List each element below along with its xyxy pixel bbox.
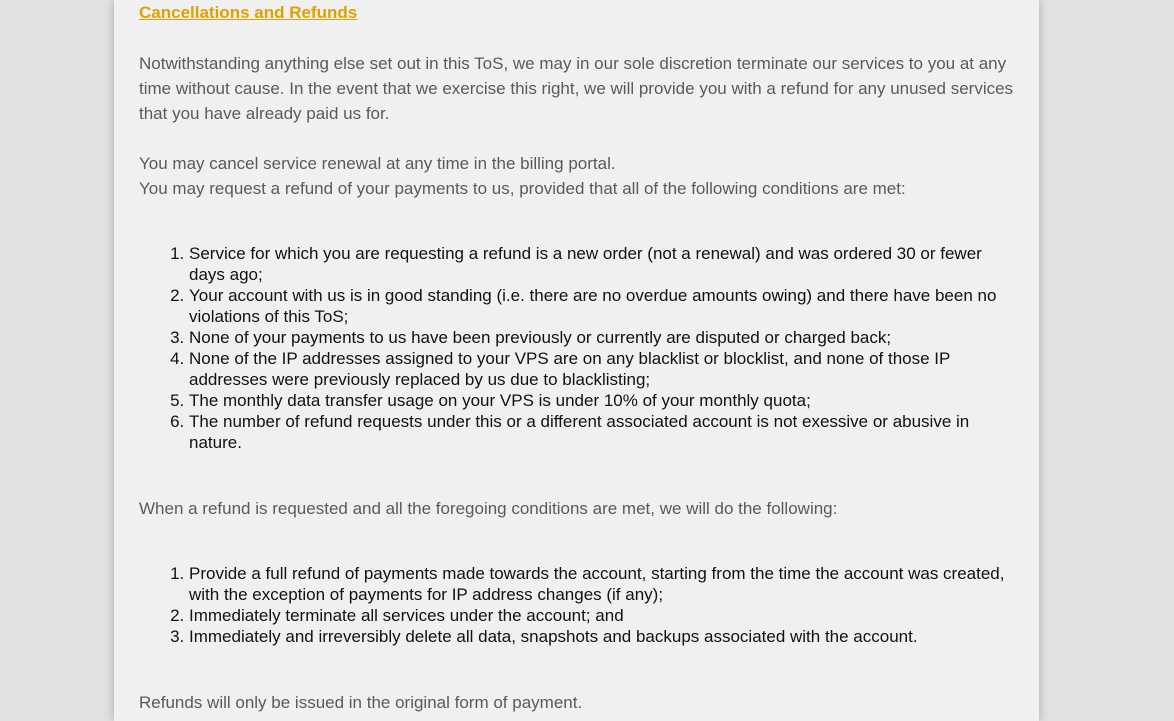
list-item: 2. Your account with us is in good standing (i.e. there are no overdue amounts owing) and there have been no violations of this ToS;: [189, 285, 1014, 327]
list-item: 2. Immediately terminate all services under the account; and: [189, 605, 1014, 626]
list-item: 1. Provide a full refund of payments made towards the account, starting from the time the account was created, with the exception of payments for IP address changes (if any);: [189, 563, 1014, 605]
list-item: 4. None of the IP addresses assigned to your VPS are on any blacklist or blocklist, and none of those IP addresses were previously replaced by us due to blacklisting;: [189, 348, 1014, 390]
when-refund-paragraph: When a refund is requested and all the foregoing conditions are met, we will do the following:: [139, 499, 838, 518]
list-item: 1. Service for which you are requesting a refund is a new order (not a renewal) and was ordered 30 or fewer days ago;: [189, 243, 1014, 285]
refund-actions-list: [139, 563, 1014, 647]
refund-conditions-list: [139, 243, 1014, 453]
list-item: 5. The monthly data transfer usage on your VPS is under 10% of your monthly quota;: [189, 390, 1014, 411]
intro-paragraph: Notwithstanding anything else set out in this ToS, we may in our sole discretion terminate our services to you at any time without cause. In the event that we exercise this right, we will provide you with a refund for any unused services that you have already paid us for.: [139, 54, 1014, 123]
section-heading-link[interactable]: Cancellations and Refunds: [139, 3, 358, 22]
list-item: 3. None of your payments to us have been previously or currently are disputed or charged back;: [189, 327, 1014, 348]
cancel-renewal-paragraph: You may cancel service renewal at any time in the billing portal.: [139, 154, 616, 173]
list-item: 3. Immediately and irreversibly delete all data, snapshots and backups associated with the account.: [189, 626, 1014, 647]
original-form-paragraph: Refunds will only be issued in the original form of payment.: [139, 693, 583, 712]
document-page: [114, 0, 1039, 721]
refund-request-paragraph: You may request a refund of your payments to us, provided that all of the following conditions are met:: [139, 179, 906, 198]
list-item: 6. The number of refund requests under this or a different associated account is not exessive or abusive in nature.: [189, 411, 1014, 453]
